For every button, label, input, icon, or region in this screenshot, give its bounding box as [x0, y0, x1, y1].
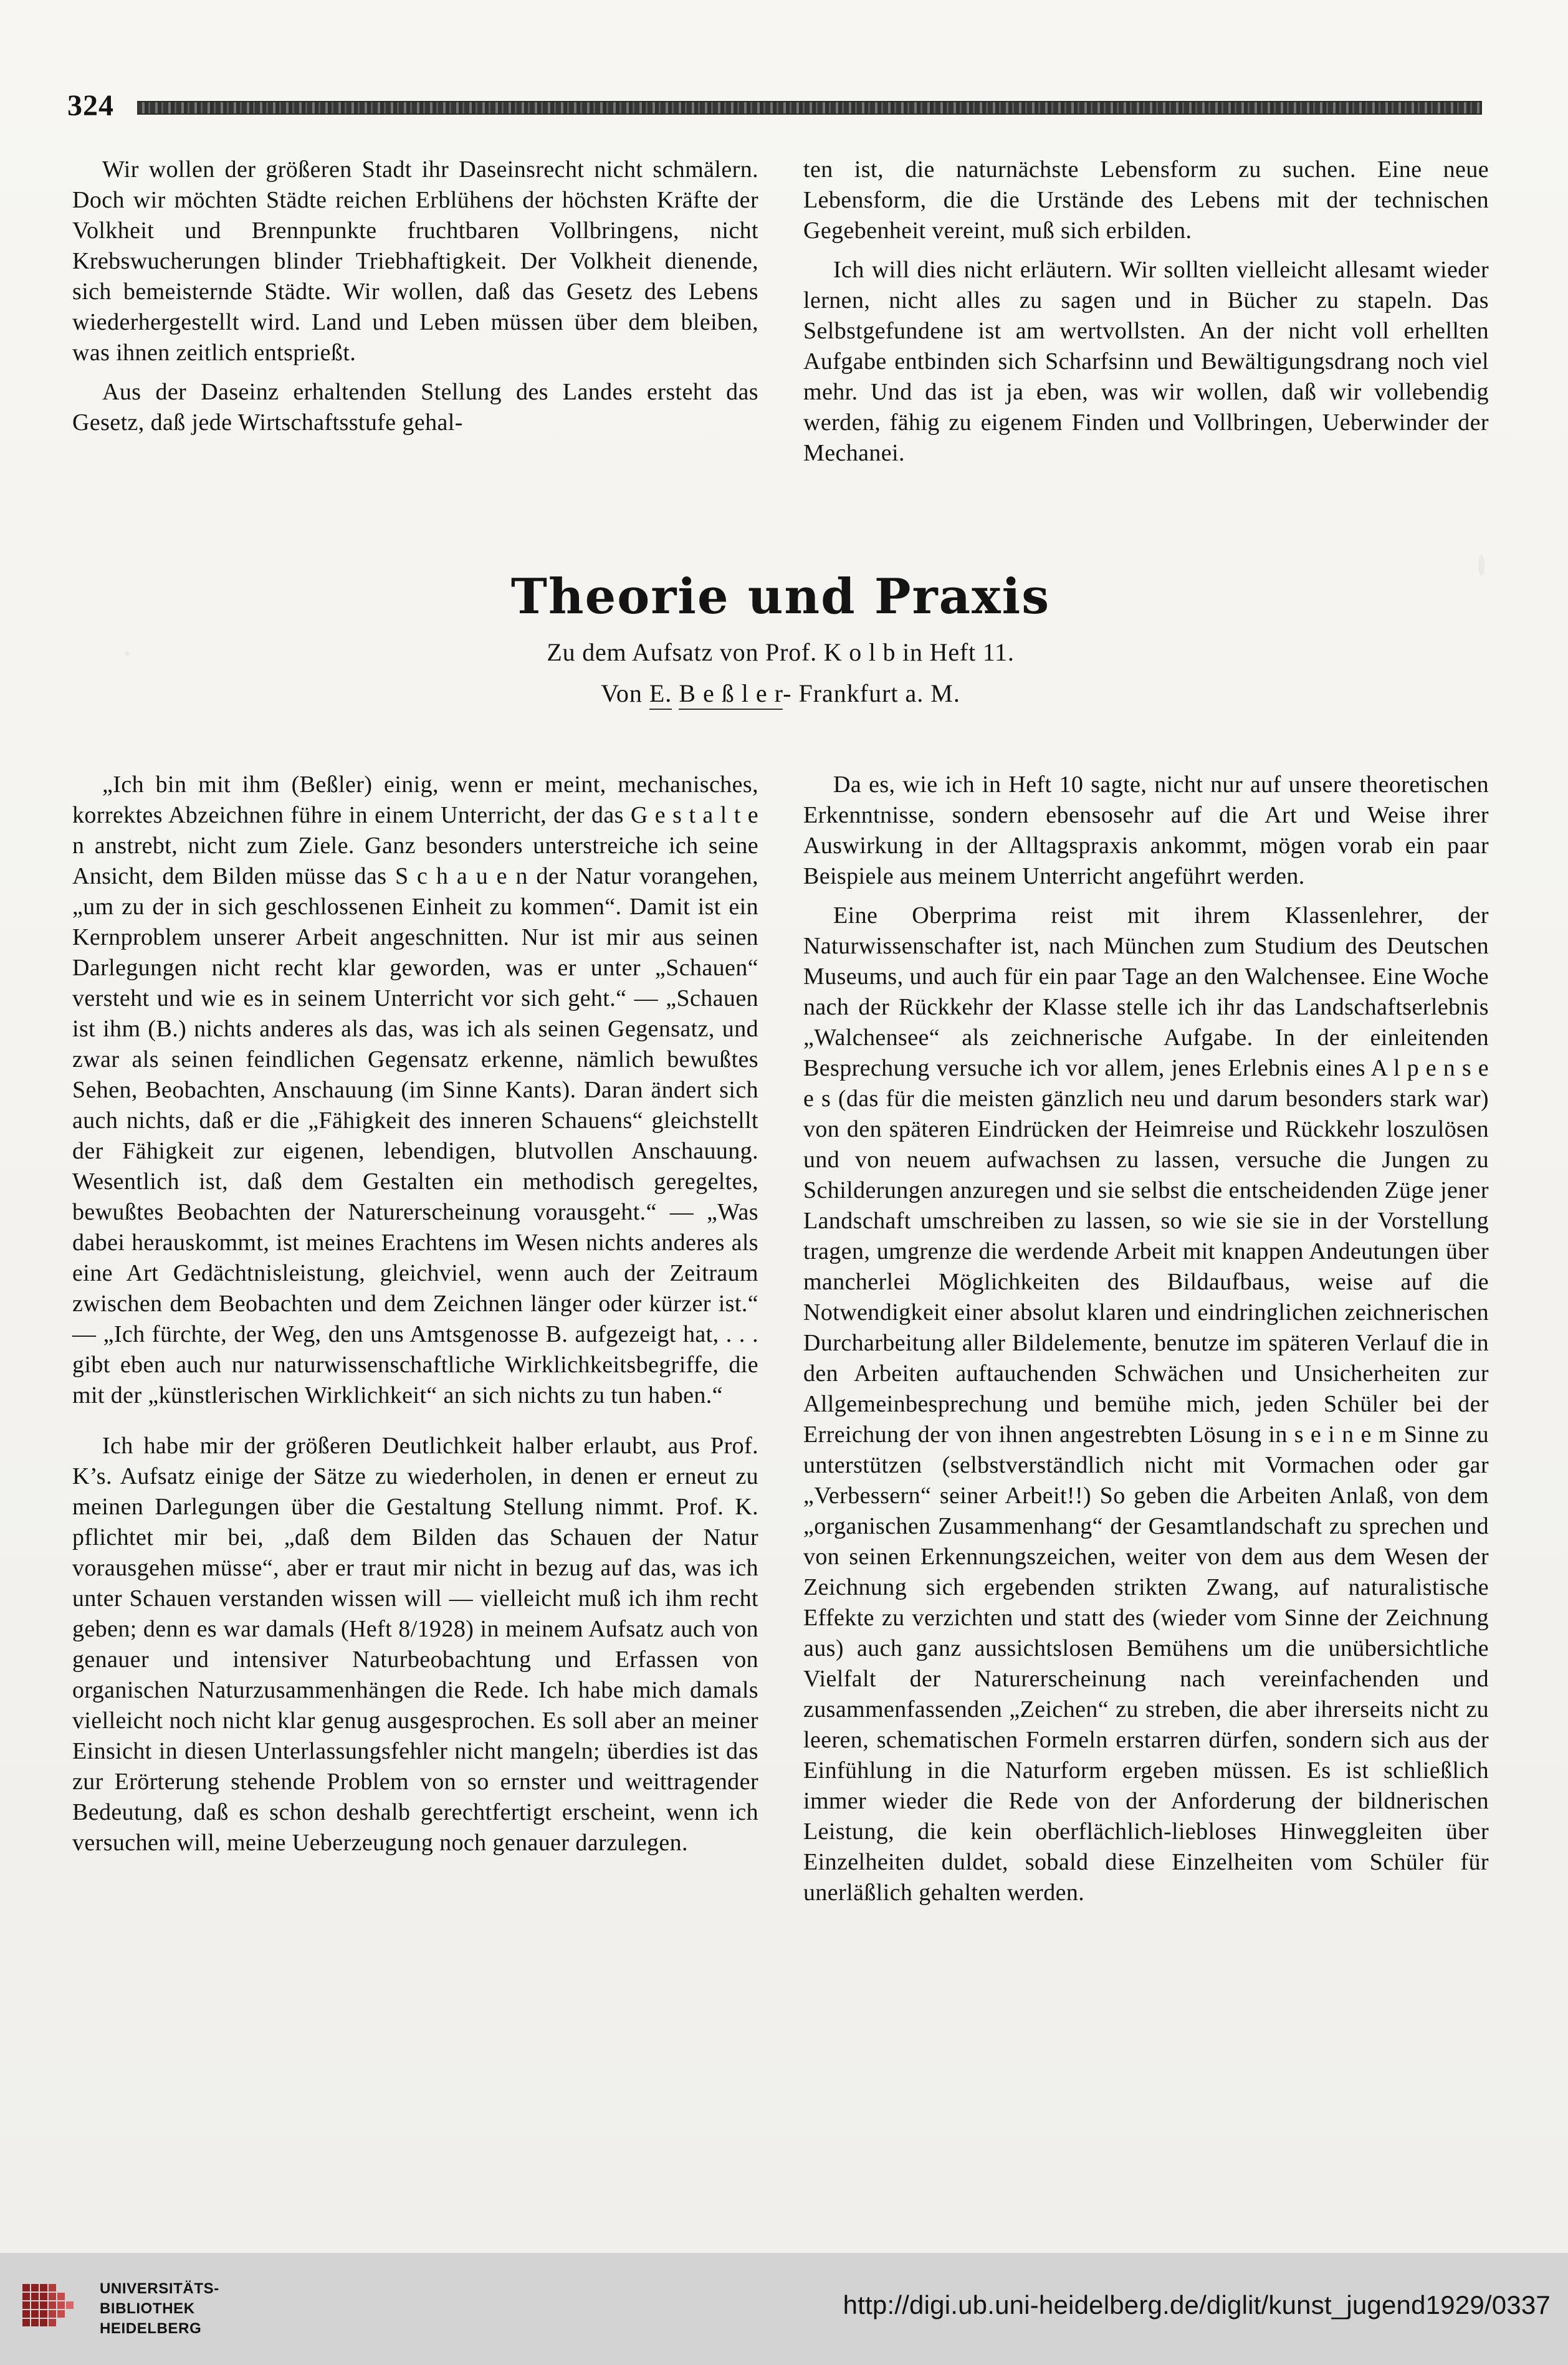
bottom-right-paragraph-1: Da es, wie ich in Heft 10 sagte, nicht nur auf unsere theoretischen Erkenntnisse, sondern ebensosehr auf die Art und Weise ihrer Auswirkung in der Alltagspraxis ankommt, mögen vorab ein paar Beispiele aus meinem Unterricht angeführt werden. [803, 772, 1489, 889]
header-rule [137, 101, 1482, 115]
footer-bar [0, 2253, 1568, 2365]
library-name-line-2: BIBLIOTHEK [100, 2300, 195, 2317]
author-name: B e ß l e r [679, 679, 783, 710]
page-header [67, 87, 1482, 125]
top-right-paragraph-2: Ich will dies nicht erläutern. Wir sollten vielleicht allesamt wieder lernen, nicht alles zu sagen und in Bücher zu stapeln. Das Selbstgefundene ist am wertvollsten. An der nicht voll erhellten Aufgabe entbinden sich Scharfsinn und Bewältigungsdrang noch viel mehr. Und das ist ja eben, was wir wollen, daß wir vollebendig werden, fähig zu eigenem Finden und Vollbringen, Ueberwinder der Mechanei. [803, 257, 1489, 466]
library-name-line-3: HEIDELBERG [100, 2320, 202, 2337]
page-number: 324 [67, 89, 114, 122]
bottom-right-paragraph-2: Eine Oberprima reist mit ihrem Klassenlehrer, der Naturwissenschafter ist, nach München zum Studium des Deutschen Museums, und auch für ein paar Tage an den Walchensee. Eine Woche nach der Rückkehr der Klasse stelle ich ihr das Landschaftserlebnis „Walchensee“ als zeichnerische Aufgabe. In der einleitenden Besprechung versuche ich vor allem, jenes Erlebnis eines A l p e n s e e s (das für die meisten gänzlich neu und darum besonders stark war) von den späteren Eindrücken der Heimreise und Rückkehr loszulösen und von neuem aufwachsen zu lassen, versuche die Jungen zu Schilderungen anzuregen und sie selbst die entscheidenden Züge jener Landschaft umschreiben zu lassen, so wie sie sie in der Vorstellung tragen, umgrenze die werdende Arbeit mit knappen Andeutungen über mancherlei Möglichkeiten des Bildaufbaus, weise auf die Notwendigkeit einer absolut klaren und eindringlichen zeichnerischen Durcharbeitung aller Bildelemente, benutze im späteren Verlauf die in den Arbeiten auftauchenden Schwächen und Unsicherheiten zur Allgemeinbesprechung und bemühe mich, jeden Schüler bei der Erreichung der von ihnen angestrebten Lösung in s e i n e m Sinne zu unterstützen (selbstverständlich nicht mit Vormachen oder gar „Verbessern“ seiner Arbeit!!) So geben die Arbeiten Anlaß, von dem „organischen Zusammenhang“ der Gesamtlandschaft zu sprechen und von seinen Erkennungszeichen, weiter von dem aus dem Wesen der Zeichnung sich ergebenden strikten Zwang, auf naturalistische Effekte zu verzichten und statt des (wieder vom Sinne der Zeichnung aus) auch ganz aussichtslosen Bemühens um die unübersichtliche Vielfalt der Naturerscheinung nach vereinfachenden und zusammenfassenden „Zeichen“ zu streben, die aber ihrerseits nicht zu leeren, schematischen Formeln erstarren dürfen, sondern sich aus der Einfühlung in die Naturform ergeben müssen. Es ist schließlich immer wieder die Rede von der Anforderung der bildnerischen Leistung, die kein oberflächlich-liebloses Hinweggleiten über Einzelheiten duldet, sobald diese Einzelheiten vom Schüler für unerläßlich gehalten werden. [803, 902, 1489, 1906]
digital-library-url[interactable]: http://digi.ub.uni-heidelberg.de/diglit/kunst_jugend1929/0337 [843, 2290, 1551, 2320]
article-title: Theorie und Praxis [510, 568, 1051, 625]
bottom-left-column [72, 770, 758, 2113]
top-left-paragraph-1: Wir wollen der größeren Stadt ihr Daseinsrecht nicht schmälern. Doch wir möchten Städte reichen Erblühens der höchsten Kräfte der Volkheit und Brennpunkte fruchtbaren Vollbringens, nicht Krebswucherungen blinder Triebhaftigkeit. Der Volkheit dienende, sich bemeisternde Städte. Wir wollen, daß das Gesetz des Lebens wiederhergestellt wird. Land und Leben müssen über dem bleiben, was ihnen zeitlich entsprießt. [72, 156, 758, 366]
byline-suffix: - Frankfurt a. M. [783, 679, 960, 707]
article-subtitle: Zu dem Aufsatz von Prof. K o l b in Heft 11. [547, 638, 1015, 666]
bottom-left-paragraph-1: „Ich bin mit ihm (Beßler) einig, wenn er meint, mechanisches, korrektes Abzeichnen führe in einem Unterricht, der das G e s t a l t e n anstrebt, nicht zum Ziele. Ganz besonders unterstreiche ich seine Ansicht, dem Bilden müsse das S c h a u e n der Natur vorangehen, „um zu der in sich geschlossenen Einheit zu kommen“. Damit ist ein Kernproblem unserer Arbeit angeschnitten. Nur ist mir aus seinen Darlegungen nicht recht klar geworden, was er unter „Schauen“ versteht und wie es in seinem Unterricht vor sich geht.“ — „Schauen ist ihm (B.) nichts anderes als das, was ich als seinen Gegensatz, und zwar als seinen feindlichen Gegensatz erkenne, nämlich bewußtes Sehen, Beobachten, Anschauung (im Sinne Kants). Daran ändert sich auch nichts, daß er die „Fähigkeit des inneren Schauens“ gleichstellt der Fähigkeit zur eigenen, lebendigen, blutvollen Anschauung. Wesentlich ist, daß dem Gestalten ein methodisch geregeltes, bewußtes Beobachten der Naturerscheinung vorausgeht.“ — „Was dabei herauskommt, ist meines Erachtens im Wesen nichts anderes als eine Art Gedächtnisleistung, gleichviel, wenn auch der Zeitraum zwischen dem Beobachten und dem Zeichnen länger oder kürzer ist.“ — „Ich fürchte, der Weg, den uns Amtsgenosse B. aufgezeigt hat, . . . gibt eben auch nur naturwissenschaftliche Wirklichkeitsbegriffe, die mit der „künstlerischen Wirklichkeit“ an sich nichts zu tun haben.“ [72, 772, 758, 1408]
library-name [100, 2279, 324, 2354]
article-heading [72, 567, 1489, 742]
university-library-logo-icon [17, 2275, 90, 2344]
author-initial: E. [649, 679, 672, 710]
article-byline [72, 674, 1489, 713]
top-left-column [72, 155, 758, 522]
top-right-paragraph-1: ten ist, die naturnächste Lebensform zu suchen. Eine neue Lebensform, die die Urstände des Lebens mit der technischen Gegebenheit vereint, muß sich erbilden. [803, 156, 1489, 244]
library-name-line-1: UNIVERSITÄTS- [100, 2280, 219, 2297]
byline-prefix: Von [601, 679, 643, 707]
top-left-paragraph-2: Aus der Daseinz erhaltenden Stellung des Landes ersteht das Gesetz, daß jede Wirtschaftsstufe gehal- [72, 379, 758, 436]
bottom-left-paragraph-2: Ich habe mir der größeren Deutlichkeit halber erlaubt, aus Prof. K’s. Aufsatz einige der Sätze zu wiederholen, in denen er erneut zu meinen Darlegungen über die Gestaltung Stellung nimmt. Prof. K. pflichtet mir bei, „daß dem Bilden das Schauen der Natur vorausgehen müsse“, aber er traut mir nicht in bezug auf das, was ich unter Schauen verstanden wissen will — vielleicht muß ich ihm recht geben; denn es war damals (Heft 8/1928) in meinem Aufsatz auch von genauer und intensiver Naturbeobachtung und Erfassen von organischen Naturzusammenhängen die Rede. Ich habe mich damals vielleicht noch nicht klar genug ausgesprochen. Es soll aber an meiner Einsicht in diesen Unterlassungsfehler nicht mangeln; überdies ist das zur Erörterung stehende Problem von so ernster und weittragender Bedeutung, daß es schon deshalb gerechtfertigt erscheint, wenn ich versuchen will, meine Ueberzeugung noch genauer darzulegen. [72, 1433, 758, 1856]
paragraph-spacer [72, 1420, 758, 1431]
bottom-right-column [803, 770, 1489, 2113]
top-right-column [803, 155, 1489, 504]
